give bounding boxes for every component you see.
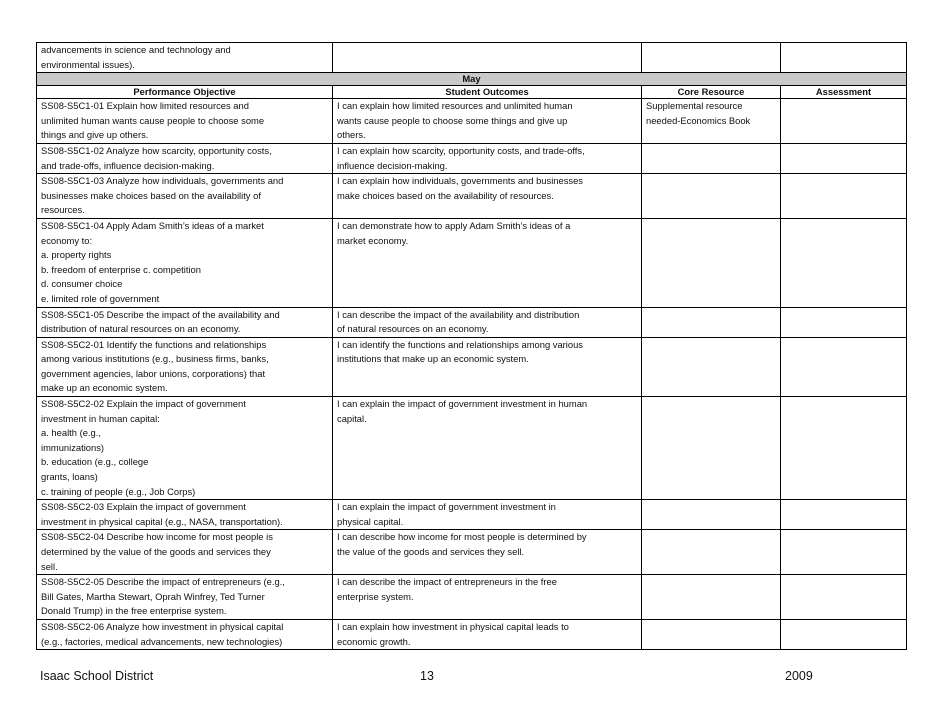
table-row (37, 575, 907, 620)
curriculum-table (36, 42, 907, 650)
footer-year: 2009 (785, 669, 813, 683)
outcome-cell: I can describe how income for most people is determined by the value of the goods and services they sell. (333, 530, 642, 575)
table-row (37, 619, 907, 649)
assessment-cell (781, 43, 907, 73)
outcome-cell: I can describe the impact of the availability and distribution of natural resources on an economy. (333, 307, 642, 337)
resource-cell (642, 500, 781, 530)
resource-cell (642, 397, 781, 500)
resource-cell (642, 143, 781, 173)
table-row (37, 397, 907, 500)
resource-cell (642, 619, 781, 649)
objective-cell: advancements in science and technology and environmental issues). (37, 43, 333, 73)
assessment-cell (781, 174, 907, 219)
objective-cell: SS08-S5C1-02 Analyze how scarcity, opportunity costs, and trade-offs, influence decision-making. (37, 143, 333, 173)
table-row (37, 99, 907, 144)
header-performance-objective: Performance Objective (37, 86, 333, 99)
objective-cell: SS08-S5C2-06 Analyze how investment in physical capital (e.g., factories, medical advancements, new technologies) (37, 619, 333, 649)
objective-cell: SS08-S5C1-05 Describe the impact of the availability and distribution of natural resources on an economy. (37, 307, 333, 337)
resource-cell: Supplemental resource needed-Economics Book (642, 99, 781, 144)
outcome-cell: I can identify the functions and relationships among various institutions that make up an economic system. (333, 337, 642, 396)
table-row (37, 218, 907, 307)
objective-cell: SS08-S5C2-02 Explain the impact of government investment in human capital: a. health (e.g., immunizations) b. education (e.g., college grants, loans) c. training of people (e.g., Job Corps) (37, 397, 333, 500)
table-row (37, 143, 907, 173)
outcome-cell: I can explain the impact of government investment in human capital. (333, 397, 642, 500)
assessment-cell (781, 575, 907, 620)
outcome-cell: I can explain how scarcity, opportunity costs, and trade-offs, influence decision-making. (333, 143, 642, 173)
objective-cell: SS08-S5C2-04 Describe how income for most people is determined by the value of the goods and services they sell. (37, 530, 333, 575)
objective-cell: SS08-S5C1-01 Explain how limited resources and unlimited human wants cause people to choose some things and give up others. (37, 99, 333, 144)
continuation-row (37, 43, 907, 73)
assessment-cell (781, 218, 907, 307)
table-row (37, 174, 907, 219)
resource-cell (642, 174, 781, 219)
objective-cell: SS08-S5C2-01 Identify the functions and relationships among various institutions (e.g., business firms, banks, government agencies, labor unions, corporations) that make up an economic system. (37, 337, 333, 396)
table-body (37, 43, 907, 650)
objective-cell: SS08-S5C2-03 Explain the impact of government investment in physical capital (e.g., NASA, transportation). (37, 500, 333, 530)
assessment-cell (781, 99, 907, 144)
resource-cell (642, 337, 781, 396)
table-row (37, 500, 907, 530)
objective-cell: SS08-S5C2-05 Describe the impact of entrepreneurs (e.g., Bill Gates, Martha Stewart, Oprah Winfrey, Ted Turner Donald Trump) in the free enterprise system. (37, 575, 333, 620)
outcome-cell: I can explain how individuals, governments and businesses make choices based on the availability of resources. (333, 174, 642, 219)
outcome-cell: I can describe the impact of entrepreneurs in the free enterprise system. (333, 575, 642, 620)
month-label: May (37, 73, 907, 86)
footer-page-number: 13 (420, 669, 434, 683)
header-student-outcomes: Student Outcomes (333, 86, 642, 99)
assessment-cell (781, 307, 907, 337)
header-row (37, 86, 907, 99)
assessment-cell (781, 397, 907, 500)
assessment-cell (781, 619, 907, 649)
assessment-cell (781, 530, 907, 575)
resource-cell (642, 575, 781, 620)
outcome-cell: I can explain how investment in physical capital leads to economic growth. (333, 619, 642, 649)
objective-cell: SS08-S5C1-04 Apply Adam Smith’s ideas of a market economy to: a. property rights b. freedom of enterprise c. competition d. consumer choice e. limited role of government (37, 218, 333, 307)
outcome-cell: I can demonstrate how to apply Adam Smith’s ideas of a market economy. (333, 218, 642, 307)
assessment-cell (781, 337, 907, 396)
footer-district: Isaac School District (40, 669, 154, 683)
month-row (37, 73, 907, 86)
resource-cell (642, 218, 781, 307)
objective-cell: SS08-S5C1-03 Analyze how individuals, governments and businesses make choices based on the availability of resources. (37, 174, 333, 219)
header-assessment: Assessment (781, 86, 907, 99)
table-row (37, 337, 907, 396)
assessment-cell (781, 143, 907, 173)
outcome-cell: I can explain how limited resources and unlimited human wants cause people to choose some things and give up others. (333, 99, 642, 144)
resource-cell (642, 43, 781, 73)
resource-cell (642, 530, 781, 575)
table-row (37, 530, 907, 575)
assessment-cell (781, 500, 907, 530)
header-core-resource: Core Resource (642, 86, 781, 99)
outcome-cell (333, 43, 642, 73)
outcome-cell: I can explain the impact of government investment in physical capital. (333, 500, 642, 530)
table-row (37, 307, 907, 337)
resource-cell (642, 307, 781, 337)
